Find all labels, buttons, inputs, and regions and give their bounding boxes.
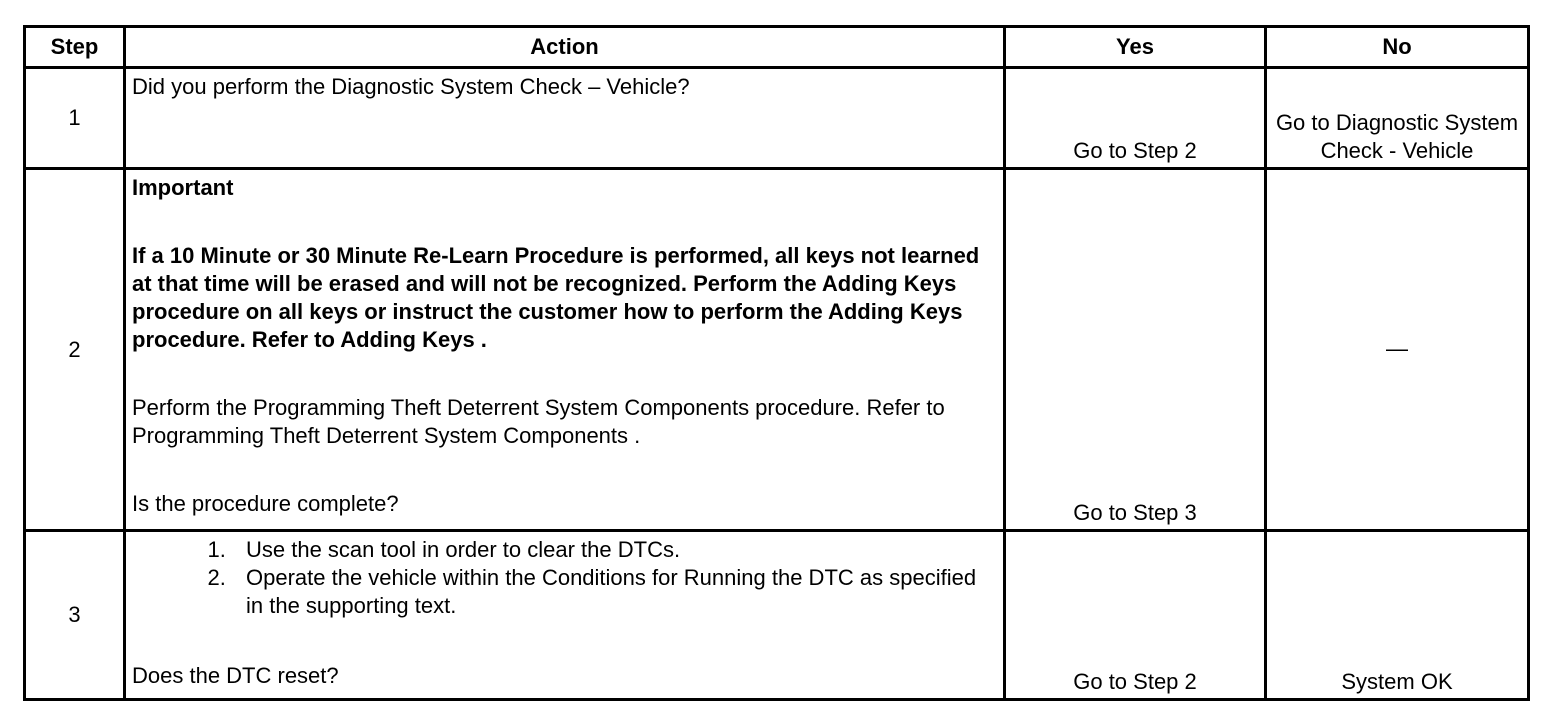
header-row <box>25 27 1529 68</box>
action-question: Does the DTC reset? <box>132 663 339 688</box>
action-question: Did you perform the Diagnostic System Check – Vehicle? <box>132 74 690 99</box>
list-item: 1. Use the scan tool in order to clear the DTCs. <box>232 536 997 564</box>
header-yes: Yes <box>1005 27 1266 68</box>
list-item: 2. Operate the vehicle within the Conditions for Running the DTC as specified in the supporting text. <box>232 564 997 620</box>
action-cell <box>125 169 1005 531</box>
yes-cell: Go to Step 3 <box>1005 169 1266 531</box>
table-row <box>25 531 1529 700</box>
step-number: 2 <box>25 169 125 531</box>
procedure-list <box>132 536 997 620</box>
important-text: If a 10 Minute or 30 Minute Re-Learn Procedure is performed, all keys not learned at that time will be erased and will not be recognized. Perform the Adding Keys procedure on all keys or instruct the customer how to perform the Adding Keys procedure. Refer to Adding Keys . <box>132 243 980 352</box>
table-row <box>25 169 1529 531</box>
action-instruction: Perform the Programming Theft Deterrent System Components procedure. Refer to Programming Theft Deterrent System Components . <box>132 395 945 448</box>
header-no: No <box>1266 27 1529 68</box>
yes-cell: Go to Step 2 <box>1005 531 1266 700</box>
table-row <box>25 68 1529 169</box>
action-cell <box>125 531 1005 700</box>
step-number: 1 <box>25 68 125 169</box>
action-question: Is the procedure complete? <box>132 491 399 516</box>
yes-cell: Go to Step 2 <box>1005 68 1266 169</box>
diagnostic-table <box>23 25 1530 701</box>
no-cell: Go to Diagnostic System Check - Vehicle <box>1266 68 1529 169</box>
important-title: Important <box>132 175 234 200</box>
step-number: 3 <box>25 531 125 700</box>
no-cell: — <box>1266 169 1529 531</box>
no-cell: System OK <box>1266 531 1529 700</box>
action-cell <box>125 68 1005 169</box>
header-action: Action <box>125 27 1005 68</box>
header-step: Step <box>25 27 125 68</box>
